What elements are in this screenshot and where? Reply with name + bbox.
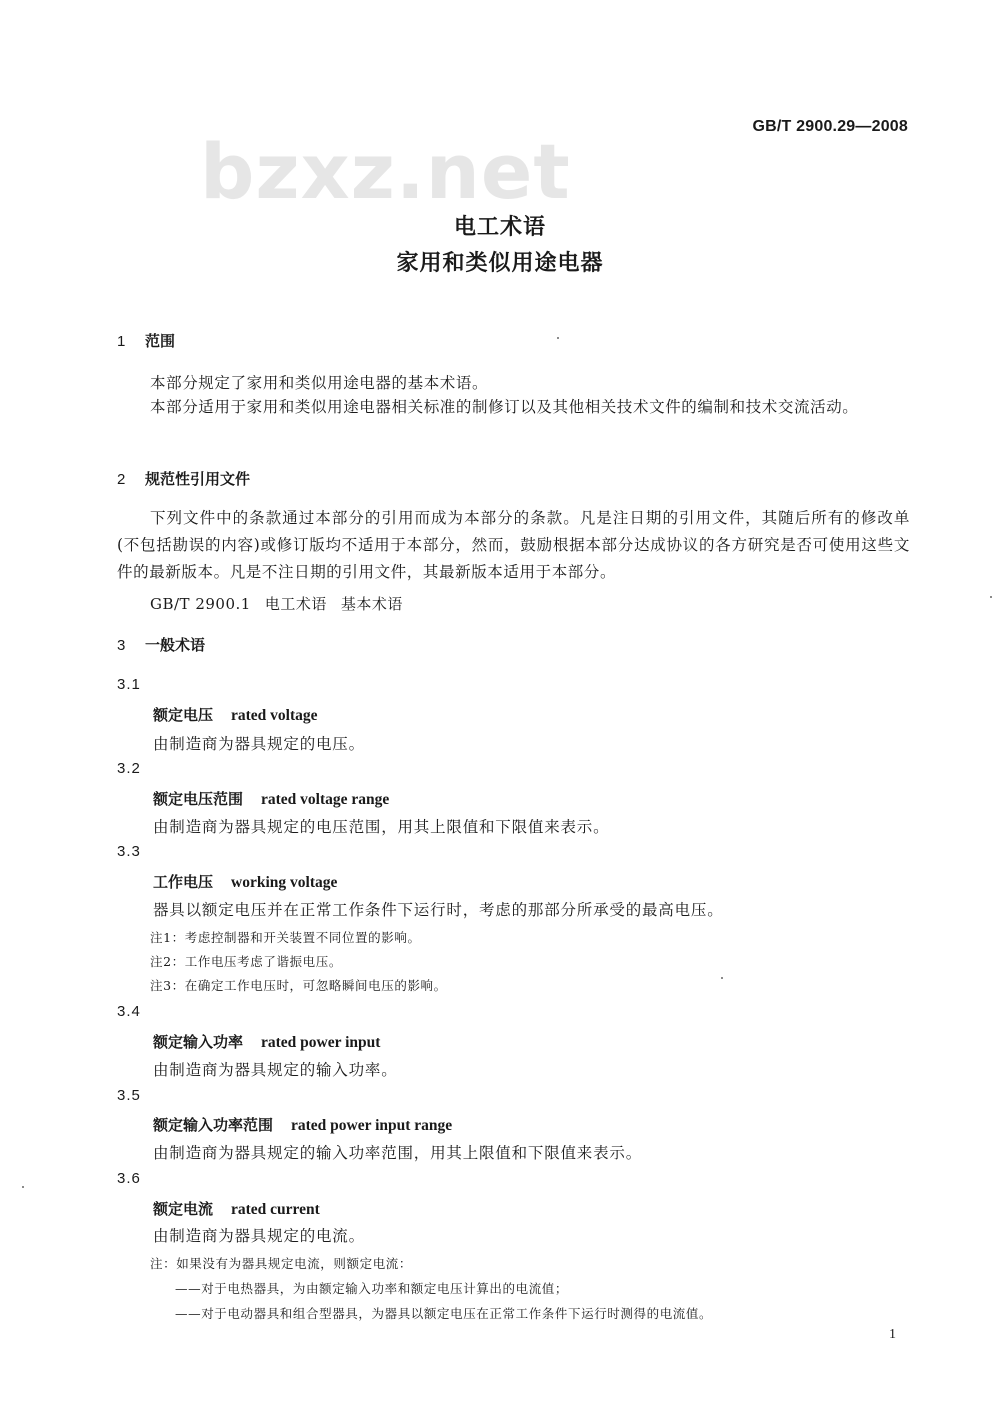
section-number: 1 (117, 333, 126, 350)
section-heading-scope (117, 330, 175, 351)
note: 注2：工作电压考虑了谐振电压。 (150, 954, 342, 969)
scan-speck (22, 1186, 24, 1188)
document-title: 电工术语 (453, 215, 546, 240)
note: 注3：在确定工作电压时，可忽略瞬间电压的影响。 (150, 978, 447, 993)
note-dash-item: ——对于电热器具，为由额定输入功率和额定电压计算出的电流值； (175, 1281, 569, 1296)
term-zh: 额定输入功率 (153, 1033, 244, 1051)
term-zh: 额定电流 (153, 1200, 214, 1218)
term-definition: 由制造商为器具规定的电流。 (153, 1227, 365, 1245)
section-heading-general-terms (117, 634, 205, 655)
term-heading (153, 1198, 320, 1219)
term-heading (153, 871, 337, 892)
document-subtitle: 家用和类似用途电器 (396, 251, 604, 276)
clause-number: 3.1 (117, 676, 141, 693)
term-en: working voltage (231, 874, 338, 891)
reference-title: 基本术语 (340, 595, 403, 613)
term-en: rated current (231, 1201, 320, 1218)
scan-speck (990, 596, 992, 598)
clause-number: 3.4 (117, 1003, 141, 1020)
term-en: rated voltage (231, 707, 318, 724)
section-title: 规范性引用文件 (145, 470, 251, 488)
scan-speck (557, 337, 559, 339)
reference-title: 电工术语 (264, 595, 327, 613)
term-heading (153, 704, 318, 725)
section-title: 一般术语 (145, 636, 206, 654)
reference-code: GB/T 2900.1 (150, 595, 251, 613)
document-code: GB/T 2900.29—2008 (752, 118, 908, 135)
term-definition: 由制造商为器具规定的输入功率范围，用其上限值和下限值来表示。 (153, 1144, 643, 1162)
term-en: rated voltage range (261, 791, 390, 808)
clause-number: 3.6 (117, 1170, 141, 1187)
note-dash-item: ——对于电动器具和组合型器具，为器具以额定电压在正常工作条件下运行时测得的电流值。 (175, 1306, 713, 1321)
section-number: 2 (117, 471, 126, 488)
section-heading-normative-references (117, 468, 250, 489)
note: 注：如果没有为器具规定电流，则额定电流： (150, 1256, 413, 1271)
paragraph: 下列文件中的条款通过本部分的引用而成为本部分的条款。凡是注日期的引用文件，其随后所有的修改单(不包括勘误的内容)或修订版均不适用于本部分，然而，鼓励根据本部分达成协议的各方研究是否可使用这些文件的最新版本。凡是不注日期的引用文件，其最新版本适用于本部分。 (117, 509, 910, 581)
term-heading (153, 788, 389, 809)
term-zh: 额定电压范围 (153, 790, 244, 808)
term-definition: 由制造商为器具规定的输入功率。 (153, 1061, 398, 1079)
term-en: rated power input (261, 1034, 381, 1051)
page-number: 1 (889, 1327, 896, 1342)
section-title: 范围 (145, 332, 176, 350)
reference-entry (150, 593, 403, 614)
clause-number: 3.5 (117, 1087, 141, 1104)
section-number: 3 (117, 637, 126, 654)
clause-number: 3.2 (117, 760, 141, 777)
term-zh: 额定输入功率范围 (153, 1116, 274, 1134)
scan-speck (721, 977, 723, 979)
term-heading (153, 1114, 452, 1135)
term-definition: 由制造商为器具规定的电压。 (153, 735, 365, 753)
term-zh: 额定电压 (153, 706, 214, 724)
term-heading (153, 1031, 380, 1052)
term-en: rated power input range (291, 1117, 453, 1134)
watermark: bzxz.net (200, 127, 571, 216)
paragraph: 本部分适用于家用和类似用途电器相关标准的制修订以及其他相关技术文件的编制和技术交流活动。 (150, 398, 859, 416)
clause-number: 3.3 (117, 843, 141, 860)
term-definition: 由制造商为器具规定的电压范围，用其上限值和下限值来表示。 (153, 818, 610, 836)
note: 注1：考虑控制器和开关装置不同位置的影响。 (150, 930, 421, 945)
term-definition: 器具以额定电压并在正常工作条件下运行时，考虑的那部分所承受的最高电压。 (153, 901, 724, 919)
paragraph: 本部分规定了家用和类似用途电器的基本术语。 (150, 374, 489, 392)
term-zh: 工作电压 (153, 873, 214, 891)
